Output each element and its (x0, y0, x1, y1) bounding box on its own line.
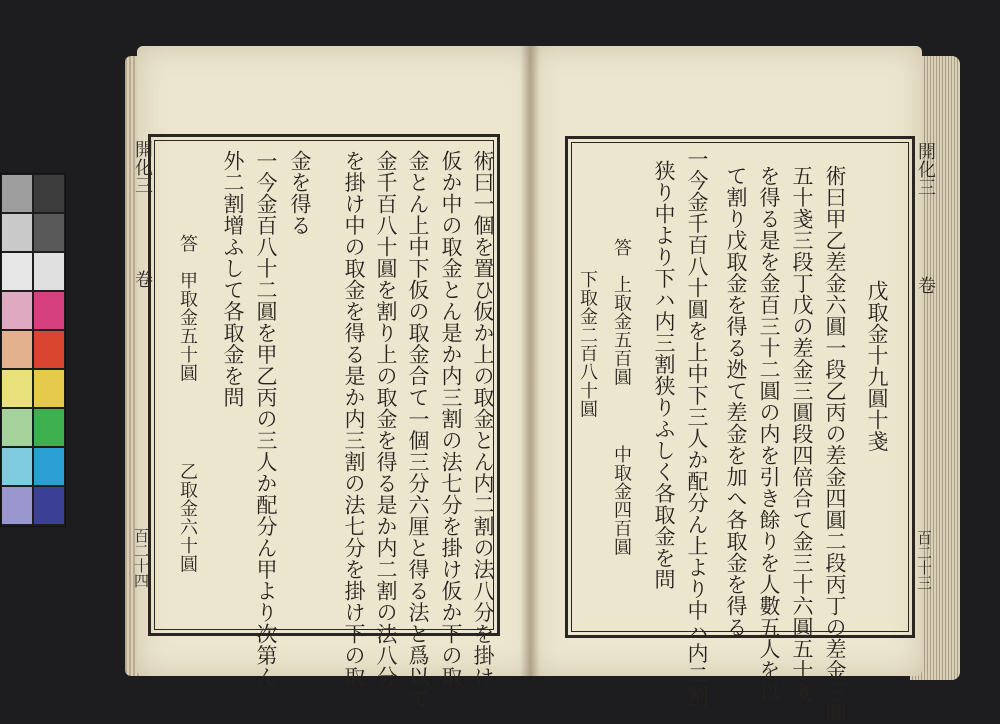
color-swatch (1, 447, 33, 486)
right-text-column-4: を得る是を金百三十二圓の内を引き餘りを人數五人を以 (757, 165, 781, 703)
right-page-number: 百二十三 (915, 530, 933, 590)
left-text-column-9: 答 甲取金五十圓 (177, 234, 198, 382)
color-swatch (1, 291, 33, 330)
left-text-column-1: 術曰一個を置ひ仮か上の取金とん内二割の法八分を掛け (471, 150, 495, 688)
left-page-number: 百二十四 (132, 528, 150, 588)
right-text-column-6: 一今金千百八十圓を上中下三人か配分ん上より中ハ内二割 (685, 148, 709, 707)
right-margin-chapter: 卷 (915, 276, 936, 294)
color-swatch (33, 447, 65, 486)
color-swatch (1, 174, 33, 213)
right-text-column-10: 下取金二百八十圓 (577, 270, 598, 418)
right-text-column-8: 答 上取金五百圓 (611, 238, 632, 386)
color-swatch (33, 213, 65, 252)
left-text-column-10: 乙取金六十圓 (177, 462, 198, 573)
color-swatch (1, 252, 33, 291)
left-margin-title: 開化三 (132, 140, 153, 194)
color-swatch (33, 408, 65, 447)
left-text-column-2: 仮か中の取金とん是か内三割の法七分を掛け仮か下の取 (439, 150, 463, 688)
book-gutter (520, 46, 540, 676)
left-margin-chapter: 卷 (132, 270, 153, 288)
color-swatch (33, 174, 65, 213)
right-text-column-2: 術曰甲乙差金六圓一段乙丙の差金四圓二段丙丁の差金三圓 (823, 165, 847, 724)
color-swatch (1, 408, 33, 447)
color-checker-strip (0, 173, 66, 527)
color-swatch (33, 291, 65, 330)
right-margin-title: 開化三 (915, 142, 936, 196)
left-text-column-6: 金を得る (288, 150, 312, 236)
color-swatch (33, 486, 65, 525)
right-text-column-7: 狭り中より下ハ内三割狭りふしく各取金を問 (652, 160, 676, 590)
color-swatch (33, 330, 65, 369)
left-text-column-3: 金とん上中下仮の取金合て一個三分六厘と得る法と爲以て (406, 150, 430, 709)
color-swatch (1, 369, 33, 408)
left-text-column-4: 金千百八十圓を割り上の取金を得る是か内二割の法八分 (374, 150, 398, 688)
right-text-column-1: 戊取金十九圓十戔 (865, 280, 889, 452)
color-swatch (1, 213, 33, 252)
color-swatch (1, 330, 33, 369)
left-text-column-7: 一今金百八十二圓を甲乙丙の三人か配分ん甲より次第ん (254, 150, 278, 688)
color-swatch (33, 369, 65, 408)
right-text-column-5: て割り戊取金を得る迯て差金を加へ各取金を得る (724, 165, 748, 638)
right-text-column-9: 中取金四百圓 (611, 445, 632, 556)
left-text-column-8: 外二割增ふして各取金を問 (221, 150, 245, 408)
color-swatch (33, 252, 65, 291)
left-text-column-5: を掛け中の取金を得る是か内三割の法七分を掛け下の取 (342, 150, 366, 688)
color-swatch (1, 486, 33, 525)
right-text-column-3: 五十戔三段丁戊の差金三圓段四倍合て金三十六圓五十戔 (790, 165, 814, 703)
